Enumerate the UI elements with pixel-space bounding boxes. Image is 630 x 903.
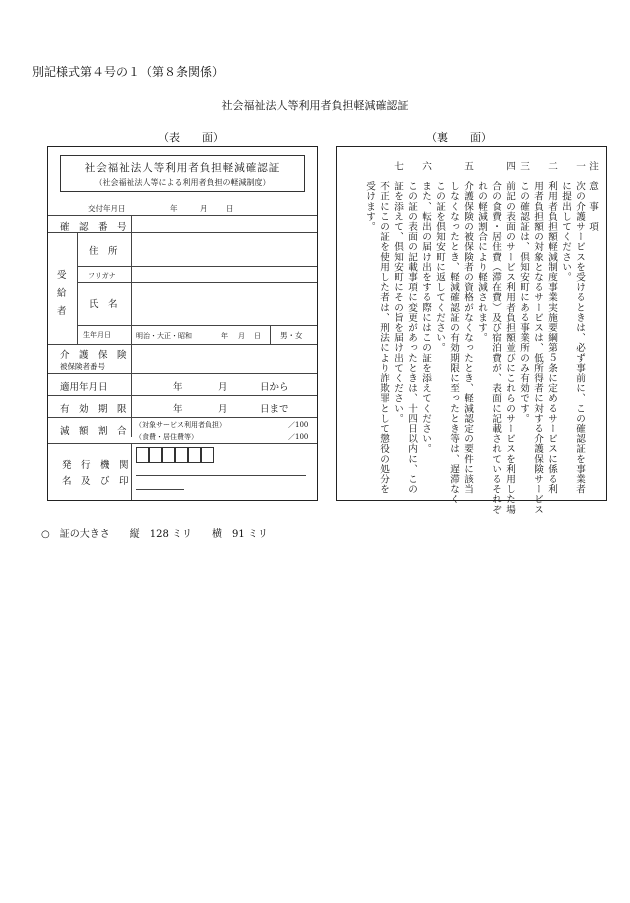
start-year: 年 <box>173 382 183 393</box>
note-column: 二 利用者負担額軽減制度事業実施要綱第５条に定めるサービスに係る利 <box>546 161 557 495</box>
front-card <box>47 146 318 501</box>
start-from: 日から <box>260 382 289 393</box>
dob-day: 日 <box>254 332 261 340</box>
note-column: この証を倶知安町に返してください。 <box>434 161 445 353</box>
card-subtitle: （社会福祉法人等による利用者負担の軽減制度） <box>94 178 271 187</box>
form-reference: 別記様式第４号の１（第８条関係） <box>32 65 225 79</box>
note-column: 合の食費・居住費（滞在費）及び宿泊費が、表面に記載されているそれぞ <box>490 161 501 515</box>
recipient-char-3: 者 <box>57 306 67 317</box>
reduction-label: 減 額 割 合 <box>60 426 127 437</box>
dob-label: 生年月日 <box>83 331 111 339</box>
era-options: 明治・大正・昭和 <box>136 332 192 340</box>
address-label: 住 所 <box>89 246 118 257</box>
reduction-service-value: ／100 <box>288 421 309 429</box>
notes-heading: 注 意 事 項 <box>587 161 598 232</box>
note-column: 三 この確認証は、倶知安町にある事業所のみ有効です。 <box>518 161 529 424</box>
note-column: この証の表面の記載事項に変更があったときは、十四日以内に、この <box>406 161 417 495</box>
reduction-food-label: （食費・居住費等） <box>135 433 198 441</box>
card-title-box <box>60 155 305 192</box>
note-column: 四 前記の表面のサービス利用者負担額並びにこれらのサービスを利用した場 <box>504 161 515 515</box>
recipient-char-1: 受 <box>57 270 67 281</box>
note-column: しなくなったとき、軽減確認証の有効期限に至ったとき等は、遅滞なく <box>448 161 459 505</box>
note-column: 七 証を添えて、倶知安町にその旨を届け出てください。 <box>392 161 403 424</box>
reduction-food-value: ／100 <box>288 433 309 441</box>
note-column: 不正にこの証を使用した者は、刑法により詐欺罪として懲役の処分を <box>378 161 389 495</box>
note-column: 一 次の介護サービスを受けるときは、必ず事前に、この確認証を事業者 <box>574 161 585 495</box>
issue-day: 日 <box>226 204 234 213</box>
note-column: 六 また、転出の届け出をする際にはこの証を添えてください。 <box>420 161 431 454</box>
card-size-note: ○ 証の大きさ 縦 128 ミリ 横 91 ミリ <box>41 529 268 540</box>
issuer-label-line1: 発 行 機 関 <box>62 460 129 471</box>
note-column: れの軽減割合により軽減されます。 <box>476 161 487 343</box>
insurer-number-box <box>162 447 175 463</box>
card-title: 社会福祉法人等利用者負担軽減確認証 <box>84 162 281 174</box>
issue-date-label: 交付年月日 <box>88 204 126 213</box>
start-month: 月 <box>218 382 228 393</box>
insurer-number-box <box>188 447 201 463</box>
note-column: 五 介護保険の被保険者の資格がなくなったとき、軽減認定の要件に該当 <box>462 161 473 495</box>
insurer-number-box <box>201 447 214 463</box>
dob-month: 月 <box>238 332 245 340</box>
insured-label-line1: 介 護 保 険 <box>60 350 127 361</box>
recipient-char-2: 給 <box>57 288 67 299</box>
note-column: 受けます。 <box>364 161 375 232</box>
start-date-label: 適用年月日 <box>60 382 108 393</box>
furigana-label: フリガナ <box>88 272 116 280</box>
note-column: 用者負担額の対象となるサービスは、低所得者に対する介護保険サービス <box>532 161 543 515</box>
insurer-number-box <box>136 447 149 463</box>
valid-label: 有 効 期 限 <box>60 404 127 415</box>
issuer-label-line2: 名 及 び 印 <box>62 476 129 487</box>
issue-month: 月 <box>200 204 208 213</box>
front-side-label: （表 面） <box>158 131 224 144</box>
insurer-number-box <box>175 447 188 463</box>
note-column: に提出してください。 <box>560 161 571 283</box>
back-side-label: （裏 面） <box>426 131 492 144</box>
valid-until: 日まで <box>260 404 289 415</box>
back-card <box>336 146 607 515</box>
issue-year: 年 <box>170 204 178 213</box>
sex-options: 男・女 <box>280 331 303 340</box>
insured-label-line2: 被保険者番号 <box>60 362 105 371</box>
dob-year: 年 <box>221 332 228 340</box>
reduction-service-label: （対象サービス利用者負担） <box>135 421 226 429</box>
valid-year: 年 <box>173 404 183 415</box>
insurer-number-box <box>149 447 162 463</box>
document-title: 社会福祉法人等利用者負担軽減確認証 <box>221 99 409 112</box>
confirm-number-label: 確 認 番 号 <box>60 222 127 233</box>
name-label: 氏 名 <box>89 299 118 310</box>
valid-month: 月 <box>218 404 228 415</box>
